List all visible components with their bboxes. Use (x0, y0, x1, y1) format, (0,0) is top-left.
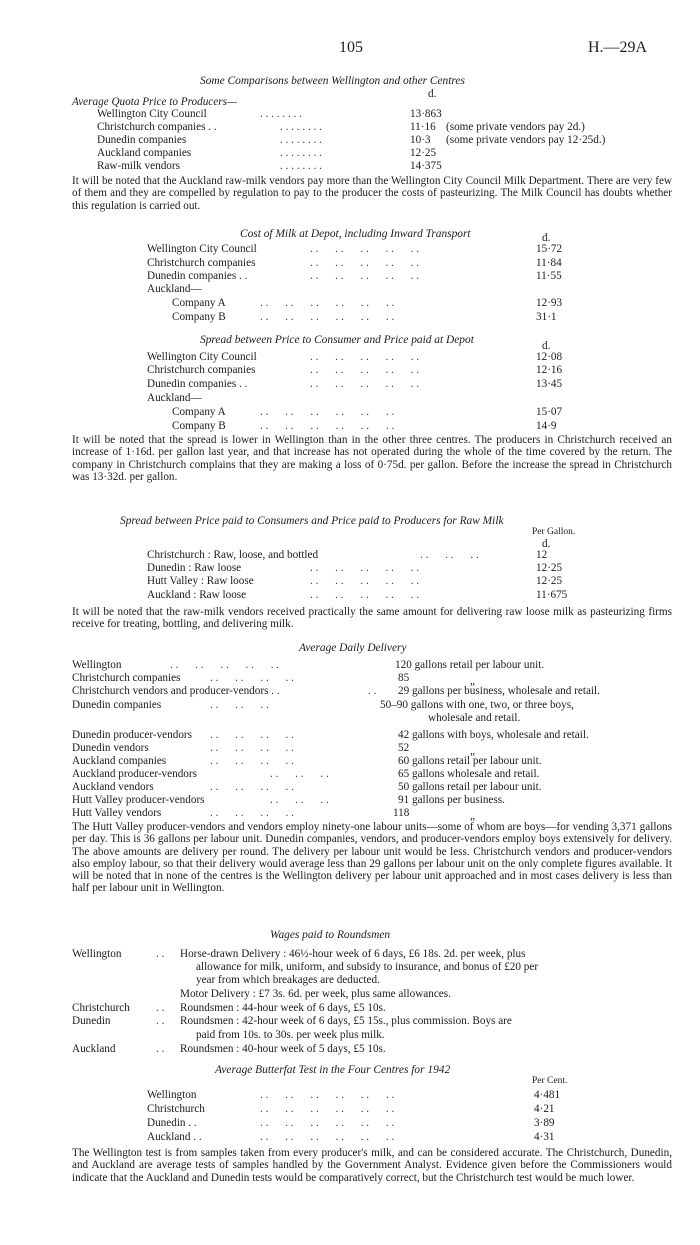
section-title: Some Comparisons between Wellington and other Centres (200, 75, 465, 87)
section-title: Cost of Milk at Depot, including Inward Transport (240, 228, 471, 240)
unit-label: Per Gallon. (532, 527, 576, 537)
row-value: 11·16 (410, 121, 436, 133)
section-title: Wages paid to Roundsmen (270, 929, 391, 941)
leader-dots: . . (156, 948, 165, 960)
leader-dots: . . . . . . . . . . (310, 243, 420, 255)
row-value: wholesale and retail. (428, 712, 521, 724)
leader-dots: . . (156, 1015, 165, 1027)
row-label: Company B (172, 311, 226, 323)
row-label: Auckland companies (72, 755, 167, 767)
row-label: Hutt Valley producer-vendors (72, 794, 205, 806)
leader-dots: . . . . . . . . (280, 147, 322, 159)
city-label: Auckland (72, 1043, 116, 1055)
row-value: 12·25 (410, 147, 437, 159)
row-value: 29 gallons per business, wholesale and retail. (398, 685, 600, 697)
row-value: 85 (398, 672, 410, 684)
leader-dots: . . . . . . . . (280, 134, 322, 146)
row-label: Auckland . . (147, 1131, 202, 1143)
leader-dots: . . . . . . . . (280, 121, 322, 133)
row-value: 60 gallons retail per labour unit. (398, 755, 542, 767)
ditto-mark: „ (470, 810, 475, 822)
row-label: Dunedin companies . . (147, 270, 248, 282)
leader-dots: . . . . . . . . . . (170, 659, 280, 671)
row-value: 15·72 (536, 243, 563, 255)
row-value: 12 (536, 549, 548, 561)
row-label: Christchurch (147, 1103, 205, 1115)
wage-text: Motor Delivery : £7 3s. 6d. per week, plus same allowances. (180, 988, 451, 1000)
row-note: (some private vendors pay 2d.) (446, 121, 585, 133)
row-label: Auckland : Raw loose (147, 589, 247, 601)
leader-dots: . . . . . . . . . . . . (260, 297, 395, 309)
row-value: 11·675 (536, 589, 568, 601)
row-value: 4·21 (534, 1103, 555, 1115)
paragraph: It will be noted that the raw-milk vendors received practically the same amount for delivering raw loose milk as pasteurizing firms receive for treating, bottling, and delivering milk. (72, 606, 672, 631)
row-label: Dunedin . . (147, 1117, 197, 1129)
leader-dots: . . . . . . (210, 699, 269, 711)
row-value: 118 (393, 807, 410, 819)
row-value: 31·1 (536, 311, 557, 323)
leader-dots: . . . . . . . . . . (310, 257, 420, 269)
section-title: Spread between Price to Consumer and Price paid at Depot (200, 334, 474, 346)
row-value: 12·08 (536, 351, 563, 363)
wage-text: year from which breakages are deducted. (196, 974, 380, 986)
row-value: 15·07 (536, 406, 563, 418)
row-label: Christchurch companies (147, 257, 256, 269)
row-label: Dunedin producer-vendors (72, 729, 193, 741)
wage-text: Roundsmen : 42-hour week of 6 days, £5 15s., plus commission. Boys are (180, 1015, 512, 1027)
wage-text: allowance for milk, uniform, and subsidy to insurance, and bonus of £20 per (196, 961, 539, 973)
leader-dots: . . . . . . . . . . . . (260, 406, 395, 418)
city-label: Dunedin (72, 1015, 111, 1027)
row-label: Dunedin : Raw loose (147, 562, 242, 574)
row-value: 65 gallons wholesale and retail. (398, 768, 540, 780)
leader-dots: . . . . . . . . . . (310, 562, 420, 574)
leader-dots: . . . . . . . . (210, 729, 294, 741)
unit-label: d. (542, 232, 551, 244)
row-value: 50–90 gallons with one, two, or three boys, (380, 699, 574, 711)
row-label: Christchurch companies (72, 672, 181, 684)
row-value: 12·93 (536, 297, 563, 309)
leader-dots: . . . . . . . . . . (310, 575, 420, 587)
row-value: 3·89 (534, 1117, 555, 1129)
section-title: Average Daily Delivery (299, 642, 407, 654)
leader-dots: . . . . . . . . . . (310, 270, 420, 282)
row-label: Wellington (72, 659, 122, 671)
section-title: Spread between Price paid to Consumers and Price paid to Producers for Raw Milk (120, 515, 504, 527)
row-label: Dunedin companies (97, 134, 187, 146)
leader-dots: . . (156, 1043, 165, 1055)
wage-text: Roundsmen : 40-hour week of 5 days, £5 10s. (180, 1043, 386, 1055)
leader-dots: . . . . . . . . (210, 755, 294, 767)
row-label: Hutt Valley vendors (72, 807, 162, 819)
row-label: Auckland companies (97, 147, 192, 159)
leader-dots: . . . . . . . . (260, 108, 302, 120)
leader-dots: . . . . . . (270, 768, 329, 780)
leader-dots: . . (368, 685, 377, 697)
row-label: Dunedin companies . . (147, 378, 248, 390)
leader-dots: . . . . . . . . . . . . (260, 420, 395, 432)
row-label: Dunedin vendors (72, 742, 149, 754)
row-value: 13·45 (536, 378, 563, 390)
row-value: 91 gallons per business. (398, 794, 505, 806)
wage-text: Horse-drawn Delivery : 46½-hour week of 6 days, £6 18s. 2d. per week, plus (180, 948, 526, 960)
row-value: 120 gallons retail per labour unit. (395, 659, 545, 671)
unit-label: d. (428, 88, 437, 100)
unit-label: Per Cent. (532, 1076, 568, 1086)
paragraph: The Wellington test is from samples taken from every producer's milk, and can be considered accurate. The Christchurch, Dunedin, and Auckland are average tests of samples handled by the Government Analyst. Evidence given before the Commissioners would indicate that the Auckland and Dunedin tests would be comparatively correct, but the Christchurch test would be much lower. (72, 1147, 672, 1184)
row-note: (some private vendors pay 12·25d.) (446, 134, 606, 146)
row-label: Christchurch vendors and producer-vendors . . (72, 685, 280, 697)
ditto-mark: „ (470, 745, 475, 757)
leader-dots: . . . . . . . . (210, 781, 294, 793)
leader-dots: . . . . . . (270, 794, 329, 806)
leader-dots: . . . . . . . . . . (310, 378, 420, 390)
leader-dots: . . . . . . . . (280, 160, 322, 172)
wage-text: Roundsmen : 44-hour week of 6 days, £5 10s. (180, 1002, 386, 1014)
row-label: Company B (172, 420, 226, 432)
row-label: Christchurch companies . . (97, 121, 217, 133)
row-label: Company A (172, 297, 226, 309)
section-title: Average Butterfat Test in the Four Centres for 1942 (215, 1064, 451, 1076)
row-value: 4·481 (534, 1089, 561, 1101)
row-label: Wellington City Council (147, 243, 257, 255)
row-value: 50 gallons retail per labour unit. (398, 781, 542, 793)
leader-dots: . . . . . . . . . . (310, 364, 420, 376)
row-label: Hutt Valley : Raw loose (147, 575, 254, 587)
row-value: 14·375 (410, 160, 442, 172)
row-value: 12·25 (536, 562, 563, 574)
leader-dots: . . . . . . . . . . (310, 351, 420, 363)
row-label: Christchurch companies (147, 364, 256, 376)
row-label: Raw-milk vendors (97, 160, 180, 172)
row-value: 14·9 (536, 420, 557, 432)
row-value: 4·31 (534, 1131, 555, 1143)
wage-text: paid from 10s. to 30s. per week plus milk. (196, 1029, 385, 1041)
leader-dots: . . . . . . . . (210, 742, 294, 754)
leader-dots: . . . . . . (420, 549, 479, 561)
section-subtitle: Average Quota Price to Producers— (72, 96, 237, 108)
paragraph: It will be noted that the spread is lower in Wellington than in the other three centres. The producers in Christchurch received an increase of 1·16d. per gallon last year, and that increase has not operated during the whole of the time covered by the return. The company in Christchurch complains that they are making a loss of 0·75d. per gallon. Before the increase the spread in Christchurch was 13·32d. per gallon. (72, 434, 672, 483)
row-value: 11·55 (536, 270, 562, 282)
row-label: Dunedin companies (72, 699, 162, 711)
leader-dots: . . . . . . . . . . (310, 589, 420, 601)
row-label: Auckland producer-vendors (72, 768, 197, 780)
city-label: Wellington (72, 948, 122, 960)
leader-dots: . . (156, 1002, 165, 1014)
row-label: Auckland— (147, 283, 202, 295)
leader-dots: . . . . . . . . . . . . (260, 1089, 395, 1101)
row-label: Wellington City Council (147, 351, 257, 363)
document-code: H.—29A (588, 39, 648, 56)
row-value: 11·84 (536, 257, 562, 269)
city-label: Christchurch (72, 1002, 130, 1014)
row-label: Christchurch : Raw, loose, and bottled (147, 549, 319, 561)
leader-dots: . . . . . . . . (210, 672, 294, 684)
row-label: Wellington (147, 1089, 197, 1101)
leader-dots: . . . . . . . . . . . . (260, 1131, 395, 1143)
leader-dots: . . . . . . . . . . . . (260, 1117, 395, 1129)
row-label: Company A (172, 406, 226, 418)
unit-label: d. (542, 340, 551, 352)
row-value: 12·16 (536, 364, 563, 376)
unit-label: d. (542, 538, 551, 550)
row-label: Auckland— (147, 392, 202, 404)
page-number: 105 (339, 39, 363, 56)
paragraph: It will be noted that the Auckland raw-milk vendors pay more than the Wellington City Council Milk Department. There are very few of them and they are compelled by regulation to pay to the producer the costs of pasteurizing. The Milk Council has doubts whether this regulation is carried out. (72, 175, 672, 212)
row-value: 13·863 (410, 108, 442, 120)
row-value: 52 (398, 742, 410, 754)
row-value: 42 gallons with boys, wholesale and retail. (398, 729, 589, 741)
row-value: 10·3 (410, 134, 431, 146)
leader-dots: . . . . . . . . . . . . (260, 311, 395, 323)
paragraph: The Hutt Valley producer-vendors and vendors employ ninety-one labour units—some of whom are boys—for vending 3,371 gallons per day. This is 36 gallons per labour unit. Dunedin companies, vendors, and producer-vendors employ boys extensively for delivery. The above amounts are delivery per round. The delivery per labour unit would be less. Christchurch vendors and producer-vendors also employ labour, so that their delivery would average less than 29 gallons per labour unit on the only complete figures available. It will be noted that in none of the centres is the Wellington delivery per labour unit approached and in most cases delivery is less than half per labour unit in Wellington. (72, 821, 672, 895)
leader-dots: . . . . . . . . (210, 807, 294, 819)
row-label: Wellington City Council (97, 108, 207, 120)
ditto-mark: „ (470, 675, 475, 687)
row-label: Auckland vendors (72, 781, 154, 793)
row-value: 12·25 (536, 575, 563, 587)
leader-dots: . . . . . . . . . . . . (260, 1103, 395, 1115)
